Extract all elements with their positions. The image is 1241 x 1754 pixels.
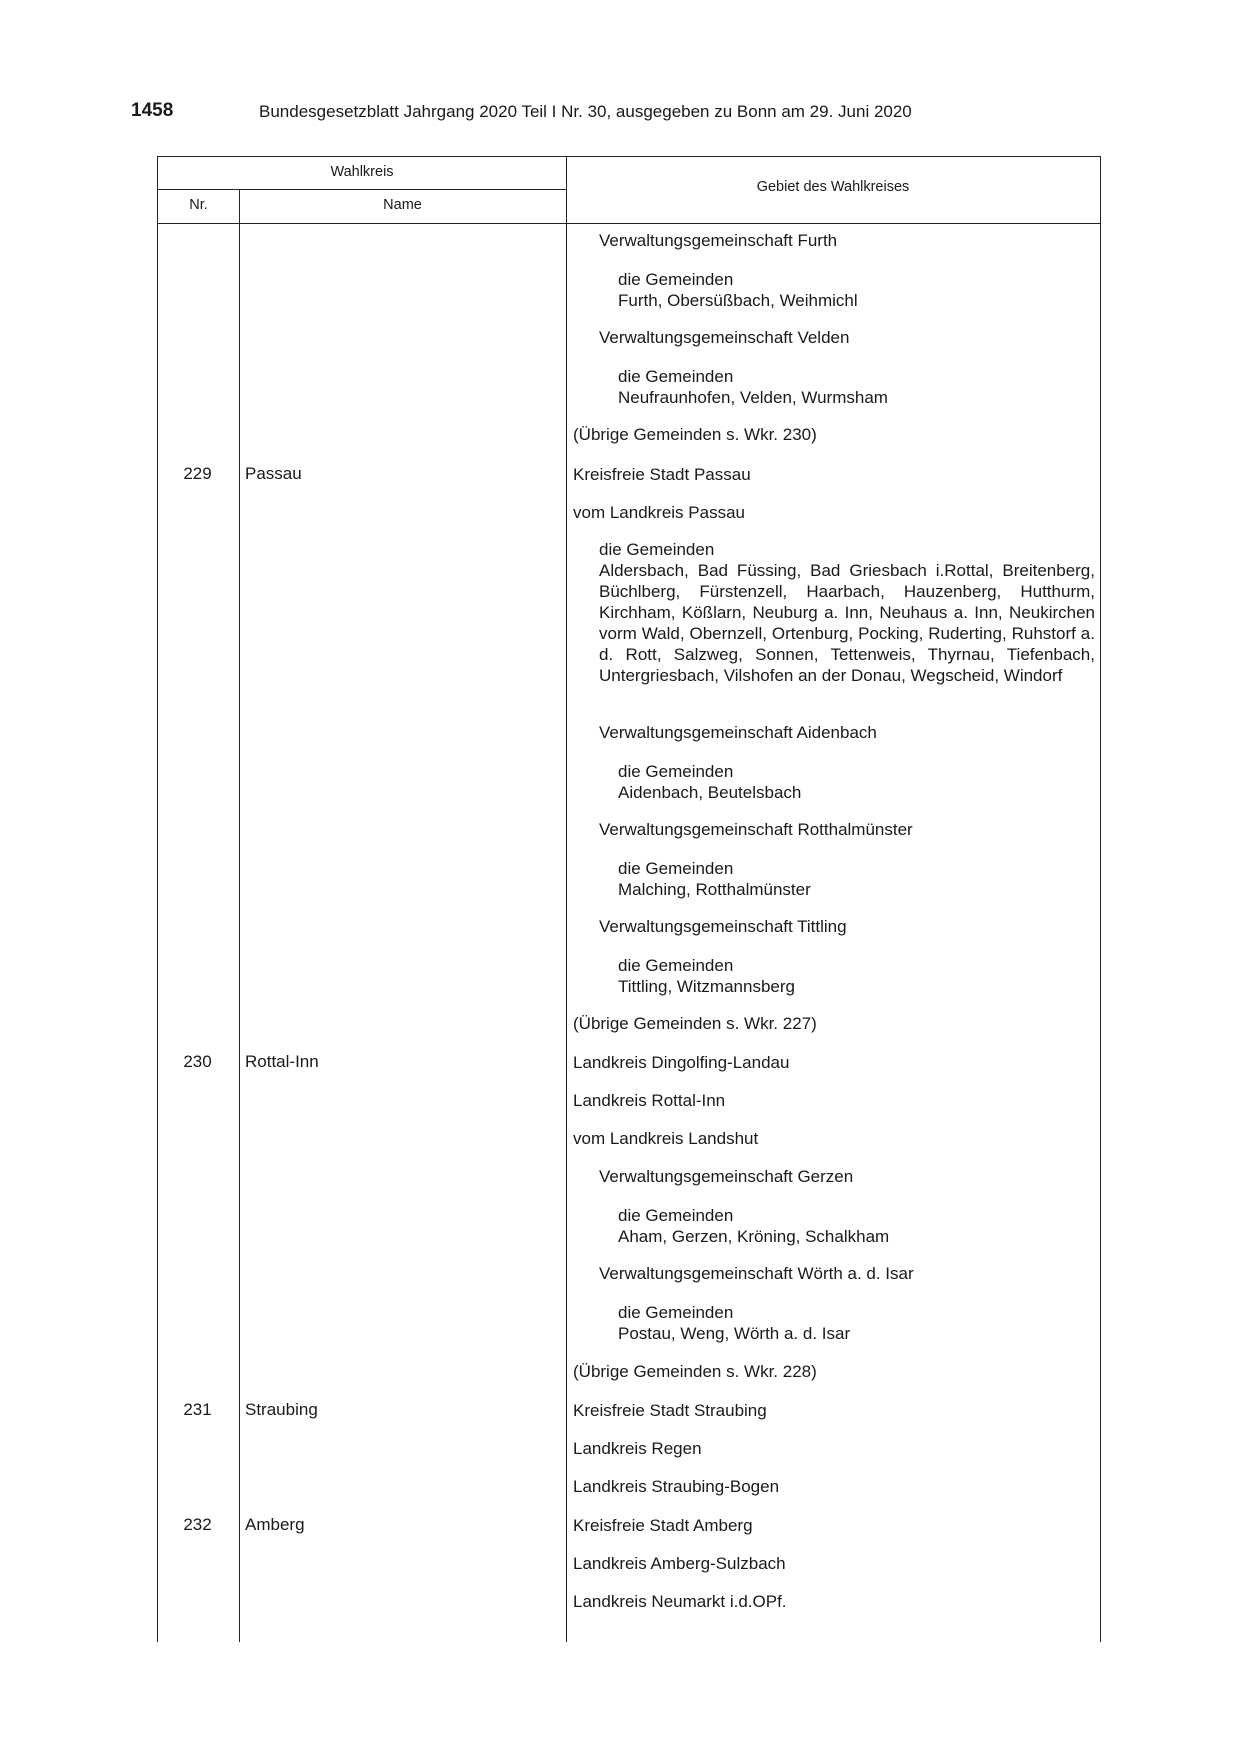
- gemeinden-label: die Gemeinden: [618, 956, 734, 975]
- wahlkreis-name: Amberg: [245, 1515, 305, 1534]
- verwaltungsgemeinschaft-heading: Verwaltungsgemeinschaft Wörth a. d. Isar: [599, 1264, 914, 1283]
- verwaltungsgemeinschaft-heading: Verwaltungsgemeinschaft Furth: [599, 231, 838, 250]
- gemeinden-label: die Gemeinden: [618, 367, 734, 386]
- verwaltungsgemeinschaft-heading: Verwaltungsgemeinschaft Gerzen: [599, 1167, 854, 1186]
- gemeinden-list: Furth, Obersüßbach, Weihmichl: [618, 291, 858, 310]
- column-divider-nr: [239, 190, 240, 1642]
- gemeinden-list: Tittling, Witzmannsberg: [618, 977, 795, 996]
- wahlkreis-nr: 231: [183, 1400, 212, 1419]
- cross-reference-note: (Übrige Gemeinden s. Wkr. 227): [573, 1014, 817, 1033]
- gemeinden-list: Postau, Weng, Wörth a. d. Isar: [618, 1324, 851, 1343]
- header-wahlkreis: Wahlkreis: [330, 164, 394, 180]
- gemeinden-label: die Gemeinden: [618, 762, 734, 781]
- area-entry: Landkreis Amberg-Sulzbach: [573, 1554, 786, 1573]
- cross-reference-note: (Übrige Gemeinden s. Wkr. 228): [573, 1362, 817, 1381]
- column-divider-gebiet: [566, 157, 567, 1642]
- wahlkreis-name: Rottal-Inn: [245, 1052, 319, 1071]
- wahlkreis-nr: 230: [183, 1052, 212, 1071]
- area-entry: vom Landkreis Passau: [573, 503, 745, 522]
- verwaltungsgemeinschaft-heading: Verwaltungsgemeinschaft Rotthalmünster: [599, 820, 913, 839]
- gemeinden-list: Neufraunhofen, Velden, Wurmsham: [618, 388, 888, 407]
- area-entry: Landkreis Straubing-Bogen: [573, 1477, 780, 1496]
- area-entry: Landkreis Regen: [573, 1439, 702, 1458]
- area-entry: Kreisfreie Stadt Passau: [573, 465, 751, 484]
- area-entry: Landkreis Rottal-Inn: [573, 1091, 726, 1110]
- gemeinden-list: Malching, Rotthalmünster: [618, 880, 811, 899]
- journal-title: Bundesgesetzblatt Jahrgang 2020 Teil I Nr. 30, ausgegeben zu Bonn am 29. Juni 2020: [259, 102, 912, 121]
- verwaltungsgemeinschaft-heading: Verwaltungsgemeinschaft Aidenbach: [599, 723, 877, 742]
- wahlkreis-name: Passau: [245, 464, 302, 483]
- gemeinden-list: Aldersbach, Bad Füssing, Bad Griesbach i.Rottal, Breitenberg, Büchlberg, Fürstenzell, Haarbach, Hauzenberg, Hutthurm, Kirchham, Kößlarn, Neuburg a. Inn, Neuhaus a. Inn, Neukirchen vorm Wald, Obernzell, Ortenburg, Pocking, Ruderting, Ruhstorf a. d. Rott, Salzweg, Sonnen, Tettenweis, Thyrnau, Tiefenbach, Untergriesbach, Vilshofen an der Donau, Wegscheid, Windorf: [599, 561, 1095, 685]
- gemeinden-label: die Gemeinden: [618, 1303, 734, 1322]
- header-subdivider: [158, 189, 566, 190]
- page-header: [131, 100, 1101, 126]
- area-entry: Kreisfreie Stadt Straubing: [573, 1401, 767, 1420]
- gemeinden-list: Aham, Gerzen, Kröning, Schalkham: [618, 1227, 890, 1246]
- area-entry: Kreisfreie Stadt Amberg: [573, 1516, 753, 1535]
- gemeinden-list: Aidenbach, Beutelsbach: [618, 783, 802, 802]
- cross-reference-note: (Übrige Gemeinden s. Wkr. 230): [573, 425, 817, 444]
- area-entry: Landkreis Neumarkt i.d.OPf.: [573, 1592, 787, 1611]
- area-entry: vom Landkreis Landshut: [573, 1129, 759, 1148]
- wahlkreis-nr: 229: [183, 464, 212, 483]
- header-bottom-rule: [158, 223, 1100, 224]
- wahlkreis-name: Straubing: [245, 1400, 318, 1419]
- page-number: 1458: [131, 100, 174, 121]
- area-entry: Landkreis Dingolfing-Landau: [573, 1053, 790, 1072]
- header-gebiet: Gebiet des Wahlkreises: [756, 179, 910, 195]
- gemeinden-label: die Gemeinden: [618, 859, 734, 878]
- header-nr: Nr.: [189, 197, 208, 213]
- gemeinden-label: die Gemeinden: [618, 270, 734, 289]
- gemeinden-label: die Gemeinden: [599, 540, 715, 559]
- header-name: Name: [383, 197, 422, 213]
- wahlkreis-nr: 232: [183, 1515, 212, 1534]
- verwaltungsgemeinschaft-heading: Verwaltungsgemeinschaft Velden: [599, 328, 850, 347]
- gemeinden-label: die Gemeinden: [618, 1206, 734, 1225]
- verwaltungsgemeinschaft-heading: Verwaltungsgemeinschaft Tittling: [599, 917, 847, 936]
